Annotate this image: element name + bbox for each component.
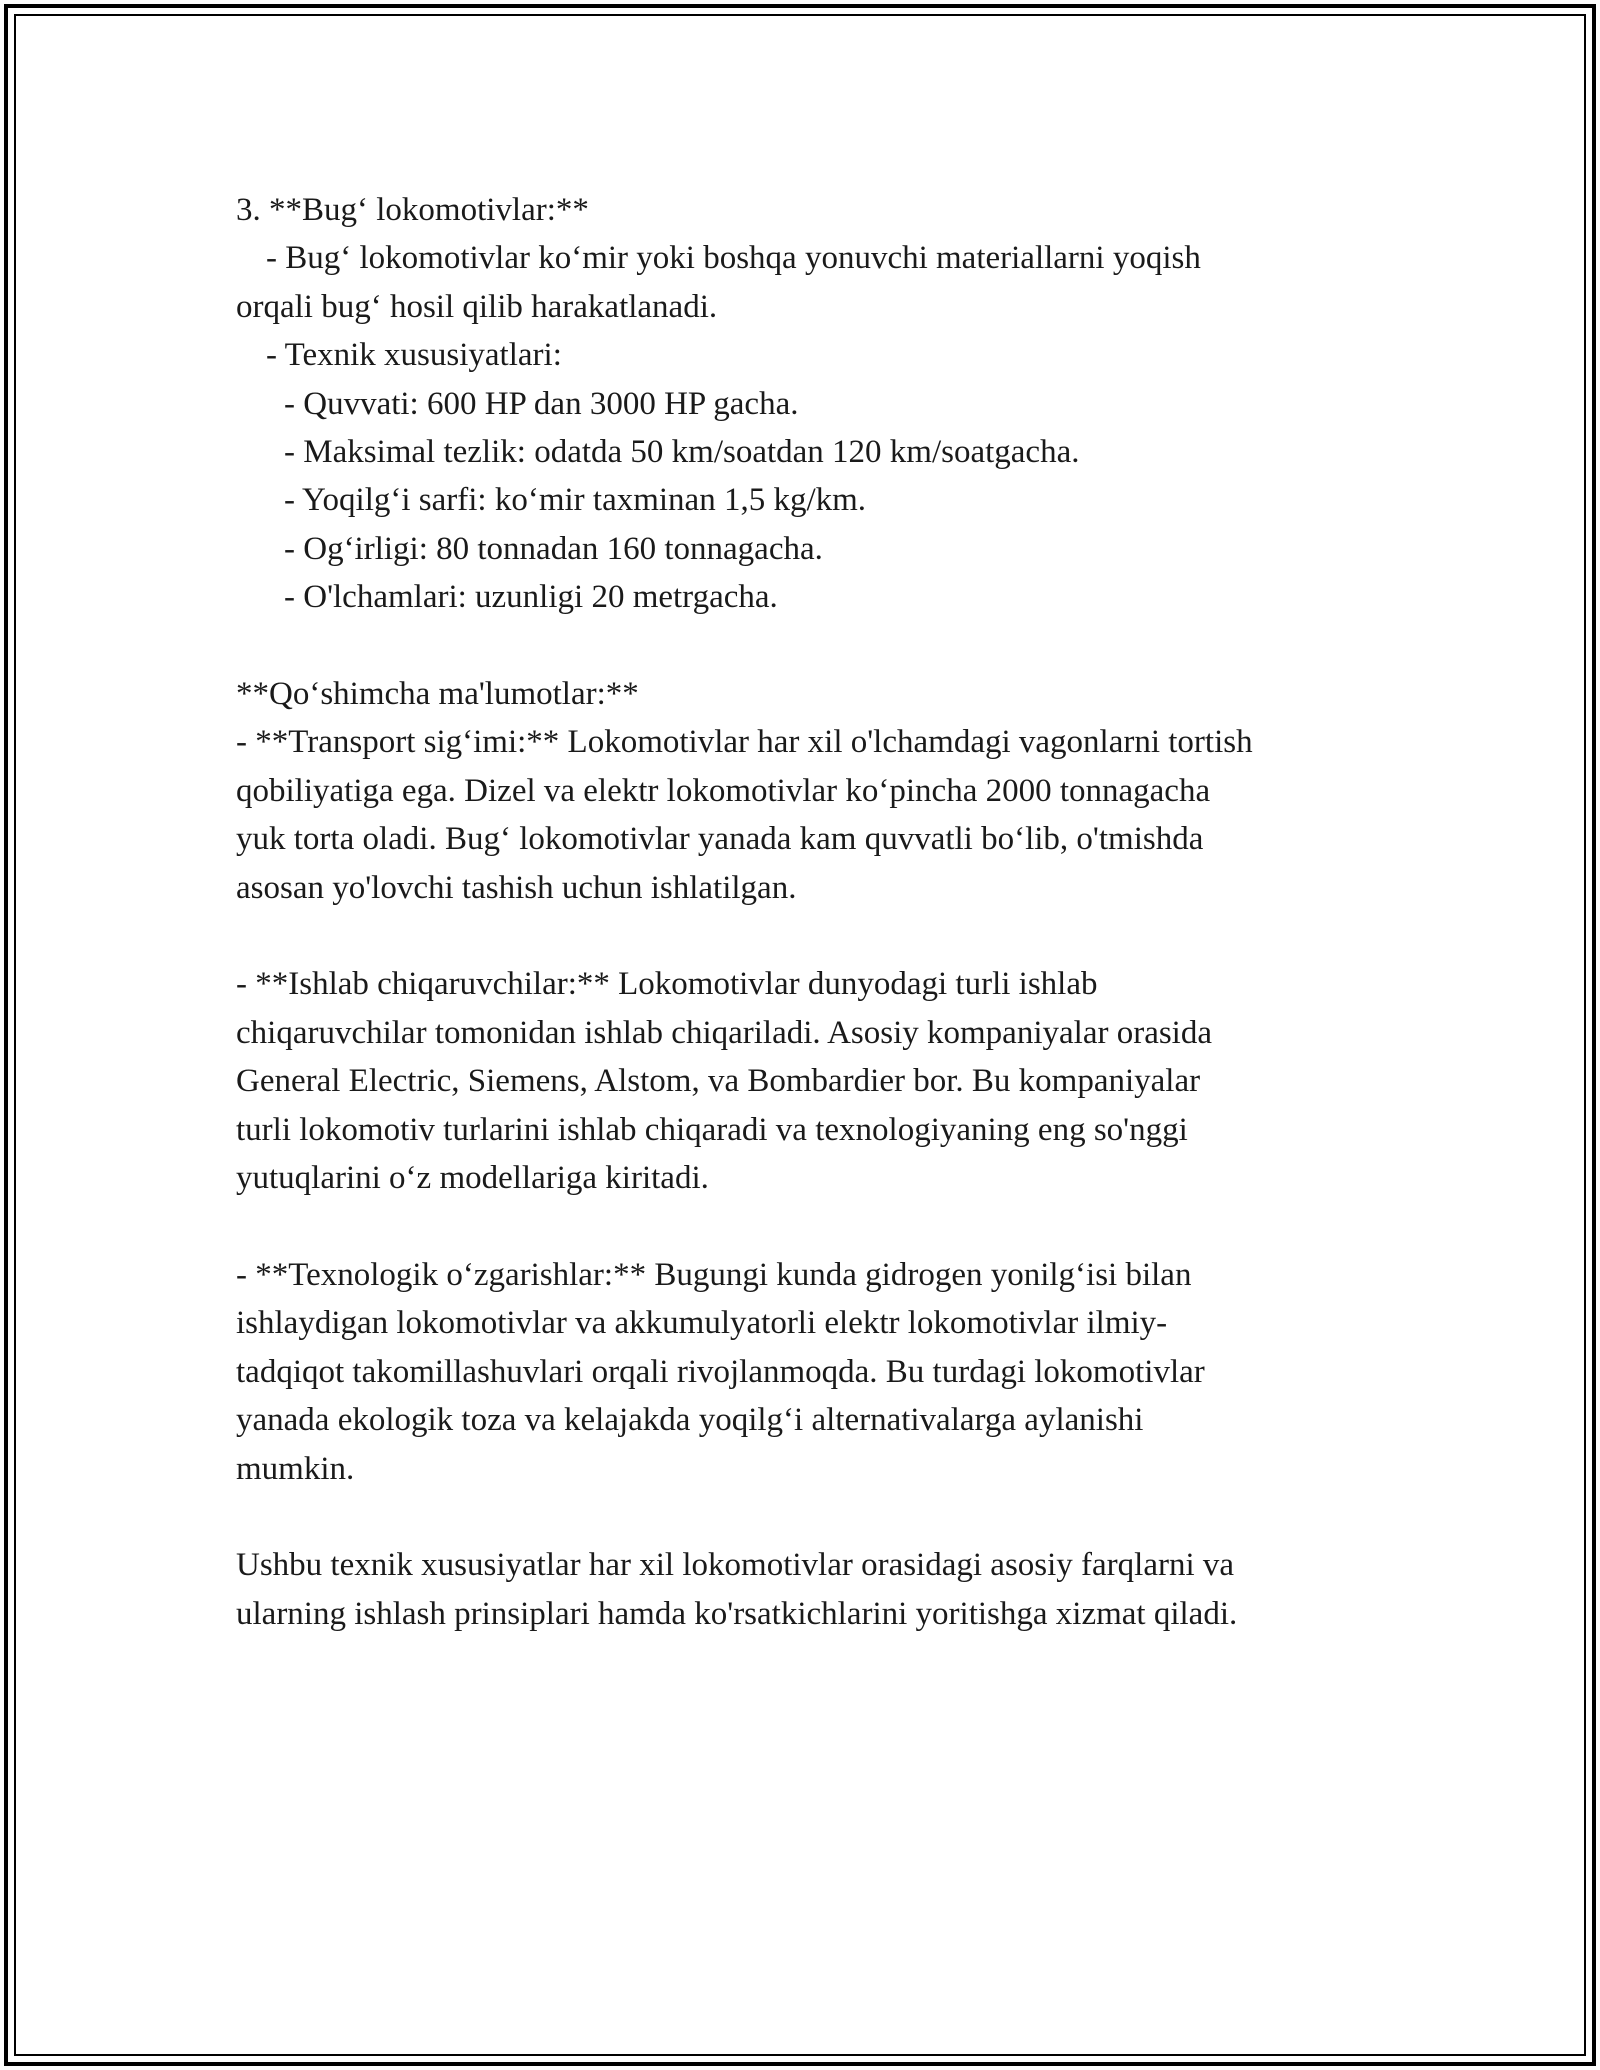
technology-changes-line: yanada ekologik toza va kelajakda yoqilg‘i alternativalarga aylanishi — [236, 1402, 1144, 1439]
transport-capacity-line: qobiliyatiga ega. Dizel va elektr lokomotivlar ko‘pincha 2000 tonnagacha — [236, 772, 1211, 809]
section-description-continued: orqali bug‘ hosil qilib harakatlanadi. — [236, 288, 718, 325]
transport-capacity-line: asosan yo'lovchi tashish uchun ishlatilgan. — [236, 869, 797, 906]
spacer — [236, 1203, 1426, 1251]
specs-title: - Texnik xususiyatlari: — [266, 337, 562, 374]
spacer — [236, 912, 1426, 960]
document-body — [236, 186, 1426, 1638]
transport-capacity-line: yuk torta oladi. Bug‘ lokomotivlar yanada kam quvvatli bo‘lib, o'tmishda — [236, 821, 1204, 858]
technology-changes-line: tadqiqot takomillashuvlari orqali rivojlanmoqda. Bu turdagi lokomotivlar — [236, 1353, 1205, 1390]
conclusion-line: ularning ishlash prinsiplari hamda ko'rsatkichlarini yoritishga xizmat qiladi. — [236, 1595, 1238, 1632]
manufacturers-line: yutuqlarini o‘z modellariga kiritadi. — [236, 1160, 709, 1197]
manufacturers-line: General Electric, Siemens, Alstom, va Bombardier bor. Bu kompaniyalar — [236, 1063, 1201, 1100]
spacer — [236, 622, 1426, 670]
spec-weight: - Og‘irligi: 80 tonnadan 160 tonnagacha. — [284, 530, 823, 567]
section-description: - Bug‘ lokomotivlar ko‘mir yoki boshqa yonuvchi materiallarni yoqish — [266, 240, 1201, 277]
additional-info-heading: **Qo‘shimcha ma'lumotlar:** — [236, 676, 639, 713]
transport-capacity-line: - **Transport sig‘imi:** Lokomotivlar har xil o'lchamdagi vagonlarni tortish — [236, 724, 1253, 761]
section-heading: 3. **Bug‘ lokomotivlar:** — [236, 192, 589, 228]
manufacturers-line: - **Ishlab chiqaruvchilar:** Lokomotivlar dunyodagi turli ishlab — [236, 966, 1098, 1003]
technology-changes-line: ishlaydigan lokomotivlar va akkumulyatorli elektr lokomotivlar ilmiy- — [236, 1305, 1168, 1342]
manufacturers-line: chiqaruvchilar tomonidan ishlab chiqariladi. Asosiy kompaniyalar orasida — [236, 1014, 1212, 1051]
manufacturers-line: turli lokomotiv turlarini ishlab chiqaradi va texnologiyaning eng so'nggi — [236, 1111, 1188, 1148]
spec-max-speed: - Maksimal tezlik: odatda 50 km/soatdan 120 km/soatgacha. — [284, 434, 1080, 471]
spec-power: - Quvvati: 600 HP dan 3000 HP gacha. — [284, 385, 799, 422]
conclusion-line: Ushbu texnik xususiyatlar har xil lokomotivlar orasidagi asosiy farqlarni va — [236, 1547, 1235, 1584]
technology-changes-line: - **Texnologik o‘zgarishlar:** Bugungi kunda gidrogen yonilg‘isi bilan — [236, 1256, 1192, 1293]
spec-fuel-consumption: - Yoqilg‘i sarfi: ko‘mir taxminan 1,5 kg/km. — [284, 482, 867, 519]
technology-changes-line: mumkin. — [236, 1450, 355, 1487]
spacer — [236, 1493, 1426, 1541]
spec-dimensions: - O'lchamlari: uzunligi 20 metrgacha. — [284, 579, 778, 616]
